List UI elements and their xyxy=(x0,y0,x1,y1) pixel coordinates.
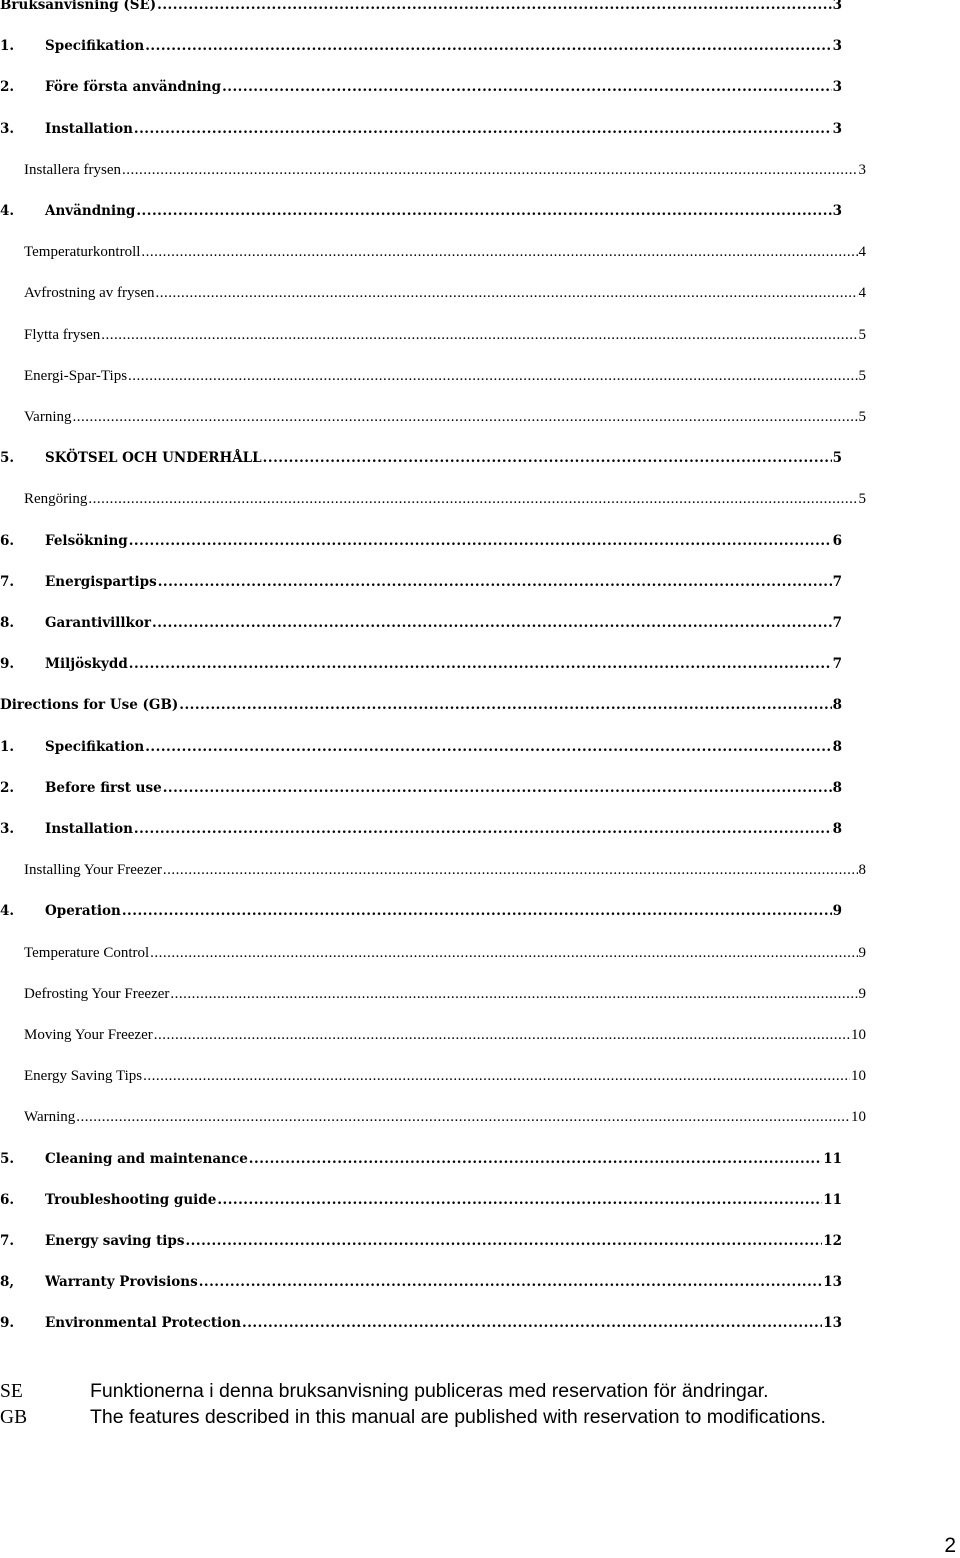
toc-entry-title: Installation xyxy=(45,120,133,137)
toc-leader-dots xyxy=(73,409,858,424)
toc-entry-title: Varning xyxy=(24,409,72,425)
toc-entry-page: 9 xyxy=(832,903,842,920)
toc-entry-page: 3 xyxy=(858,161,866,178)
toc-entry-page: 10 xyxy=(851,1027,866,1043)
toc-entry-page: 5 xyxy=(858,367,866,384)
toc-leader-dots xyxy=(76,1109,850,1124)
toc-leader-dots xyxy=(122,162,857,177)
toc-entry-page: 7 xyxy=(832,656,842,673)
toc-entry-title: Warning xyxy=(24,1109,76,1126)
toc-entry-number: 3. xyxy=(0,821,15,837)
toc-entry[interactable] xyxy=(0,38,842,60)
toc-leader-dots xyxy=(152,615,832,629)
toc-leader-dots xyxy=(122,903,832,917)
toc-entry-page: 3 xyxy=(832,0,842,13)
toc-leader-dots xyxy=(134,121,832,135)
toc-entry-title: Felsökning xyxy=(45,532,128,549)
toc-leader-dots xyxy=(163,862,858,877)
toc-entry-page: 8 xyxy=(858,862,866,879)
notice-row-gb xyxy=(0,1406,900,1432)
toc-leader-dots xyxy=(249,1151,822,1165)
toc-leader-dots xyxy=(170,986,857,1001)
toc-leader-dots xyxy=(158,574,832,588)
notice-text: The features described in this manual are published with reservation to modifications. xyxy=(90,1406,826,1428)
notice-language-code: GB xyxy=(0,1407,28,1428)
toc-entry-title: Moving Your Freezer xyxy=(24,1027,153,1043)
toc-entry-page: 12 xyxy=(823,1233,842,1249)
toc-leader-dots xyxy=(150,945,857,960)
toc-entry-page: 5 xyxy=(858,491,866,508)
toc-entry-title: Warranty Provisions xyxy=(45,1274,198,1291)
toc-entry[interactable] xyxy=(0,821,842,843)
toc-entry-number: 7. xyxy=(0,573,15,590)
toc-entry-title: Garantivillkor xyxy=(45,615,152,631)
toc-entry[interactable] xyxy=(0,203,842,225)
toc-entry[interactable] xyxy=(0,1109,866,1131)
toc-entry-page: 10 xyxy=(851,1068,866,1085)
toc-entry-title: Before first use xyxy=(45,779,162,796)
toc-entry-page: 8 xyxy=(832,738,842,755)
toc-entry-page: 6 xyxy=(832,532,842,549)
toc-entry-page: 3 xyxy=(832,79,842,96)
toc-leader-dots xyxy=(217,1192,822,1206)
toc-entry-title: Directions for Use (GB) xyxy=(0,697,179,714)
toc-entry-number: 6. xyxy=(0,532,15,549)
toc-leader-dots xyxy=(88,491,857,506)
toc-entry-page: 3 xyxy=(832,203,842,219)
toc-entry-page: 5 xyxy=(858,409,866,425)
toc-entry-title: Energy Saving Tips xyxy=(24,1068,143,1085)
toc-entry[interactable] xyxy=(0,327,866,349)
toc-entry-page: 9 xyxy=(858,985,866,1002)
toc-leader-dots xyxy=(163,780,832,794)
toc-entry[interactable] xyxy=(0,1274,842,1296)
toc-leader-dots xyxy=(101,327,857,342)
toc-entry-page: 11 xyxy=(823,1191,842,1208)
toc-entry-title: Energy saving tips xyxy=(45,1233,185,1249)
toc-entry-title: Före första användning xyxy=(45,79,222,96)
toc-entry[interactable] xyxy=(0,945,866,967)
modification-notice xyxy=(0,1380,900,1432)
toc-entry[interactable] xyxy=(0,368,866,390)
toc-entry-page: 13 xyxy=(823,1315,842,1332)
toc-leader-dots xyxy=(156,285,858,300)
toc-entry-page: 3 xyxy=(832,120,842,137)
toc-entry[interactable] xyxy=(0,285,866,307)
toc-entry-page: 11 xyxy=(823,1150,842,1167)
toc-entry-title: Specifikation xyxy=(45,738,145,755)
toc-leader-dots xyxy=(145,739,831,753)
toc-entry[interactable] xyxy=(0,0,842,19)
toc-entry-number: 3. xyxy=(0,120,15,137)
toc-leader-dots xyxy=(129,656,832,670)
toc-entry-number: 8. xyxy=(0,615,15,631)
toc-entry-title: Flytta frysen xyxy=(24,326,101,343)
page-number: 2 xyxy=(944,1534,956,1557)
toc-entry[interactable] xyxy=(0,450,842,472)
toc-entry[interactable] xyxy=(0,491,866,513)
toc-entry[interactable] xyxy=(0,780,842,802)
toc-entry-title: Environmental Protection xyxy=(45,1315,242,1332)
notice-row-se xyxy=(0,1380,900,1406)
toc-entry-page: 3 xyxy=(832,38,842,55)
toc-leader-dots xyxy=(154,1027,850,1042)
toc-entry[interactable] xyxy=(0,1192,842,1214)
toc-entry-title: Temperaturkontroll xyxy=(24,244,141,261)
toc-leader-dots xyxy=(128,368,857,383)
toc-entry-page: 4 xyxy=(858,244,866,261)
toc-leader-dots xyxy=(143,1068,850,1083)
toc-entry-page: 9 xyxy=(858,944,866,961)
toc-entry[interactable] xyxy=(0,79,842,101)
toc-entry-title: Energi-Spar-Tips xyxy=(24,367,128,384)
toc-entry-page: 5 xyxy=(858,326,866,343)
toc-entry[interactable] xyxy=(0,862,866,884)
toc-entry-title: Installera frysen xyxy=(24,161,122,178)
toc-entry-page: 4 xyxy=(858,285,866,302)
toc-leader-dots xyxy=(242,1315,822,1329)
toc-entry-title: Specifikation xyxy=(45,38,145,55)
toc-entry[interactable] xyxy=(0,739,842,761)
notice-text: Funktionerna i denna bruksanvisning publiceras med reservation för ändringar. xyxy=(90,1380,769,1402)
toc-entry[interactable] xyxy=(0,615,842,637)
toc-entry-number: 7. xyxy=(0,1233,15,1249)
toc-leader-dots xyxy=(134,821,832,835)
toc-entry[interactable] xyxy=(0,162,866,184)
notice-language-code: SE xyxy=(0,1381,23,1402)
toc-entry-page: 5 xyxy=(832,450,842,467)
toc-entry-title: Miljöskydd xyxy=(45,656,128,673)
toc-entry-number: 4. xyxy=(0,203,15,219)
toc-leader-dots xyxy=(199,1274,823,1288)
toc-entry-number: 9. xyxy=(0,1315,15,1332)
toc-entry[interactable] xyxy=(0,903,842,925)
toc-entry-title: Installing Your Freezer xyxy=(24,862,162,879)
toc-entry-title: Cleaning and maintenance xyxy=(45,1150,248,1167)
toc-entry[interactable] xyxy=(0,1068,866,1090)
toc-entry-title: Energispartips xyxy=(45,573,157,590)
toc-leader-dots xyxy=(129,533,832,547)
toc-entry-number: 1. xyxy=(0,738,15,755)
toc-entry-page: 7 xyxy=(832,615,842,631)
toc-entry[interactable] xyxy=(0,1151,842,1173)
toc-entry-number: 1. xyxy=(0,38,15,55)
toc-leader-dots xyxy=(185,1233,822,1247)
toc-entry-number: 2. xyxy=(0,79,15,96)
toc-entry-title: Rengöring xyxy=(24,491,88,508)
toc-entry-title: Installation xyxy=(45,821,133,837)
toc-entry-title: Användning xyxy=(45,203,136,219)
toc-entry[interactable] xyxy=(0,1027,866,1049)
toc-entry[interactable] xyxy=(0,121,842,143)
toc-entry-page: 8 xyxy=(832,821,842,837)
toc-entry-number: 5. xyxy=(0,1150,15,1167)
toc-entry-title: Troubleshooting guide xyxy=(45,1191,217,1208)
toc-entry-page: 8 xyxy=(832,697,842,714)
toc-entry-number: 2. xyxy=(0,779,15,796)
toc-entry-page: 8 xyxy=(832,779,842,796)
toc-entry[interactable] xyxy=(0,244,866,266)
toc-entry-number: 8, xyxy=(0,1274,15,1291)
toc-entry[interactable] xyxy=(0,1233,842,1255)
toc-leader-dots xyxy=(179,697,831,711)
toc-entry-title: Defrosting Your Freezer xyxy=(24,985,170,1002)
toc-entry-page: 7 xyxy=(832,573,842,590)
toc-entry-page: 13 xyxy=(823,1274,842,1291)
toc-entry-title: Avfrostning av frysen xyxy=(24,285,155,302)
toc-entry-title: Operation xyxy=(45,903,121,920)
toc-entry[interactable] xyxy=(0,986,866,1008)
toc-entry-page: 10 xyxy=(851,1109,866,1126)
toc-entry-number: 4. xyxy=(0,903,15,920)
toc-entry[interactable] xyxy=(0,656,842,678)
toc-leader-dots xyxy=(263,450,832,464)
toc-entry[interactable] xyxy=(0,533,842,555)
toc-entry[interactable] xyxy=(0,409,866,431)
toc-leader-dots xyxy=(141,244,857,259)
toc-entry[interactable] xyxy=(0,574,842,596)
toc-leader-dots xyxy=(145,38,831,52)
toc-entry-number: 5. xyxy=(0,450,15,467)
toc-leader-dots xyxy=(157,0,831,11)
toc-entry[interactable] xyxy=(0,697,842,719)
toc-leader-dots xyxy=(136,203,831,217)
toc-entry-title: Bruksanvisning (SE) xyxy=(0,0,157,13)
toc-entry-number: 6. xyxy=(0,1191,15,1208)
toc-entry-title: Temperature Control xyxy=(24,944,150,961)
toc-entry[interactable] xyxy=(0,1315,842,1337)
toc-entry-title: SKÖTSEL OCH UNDERHÅLL xyxy=(45,450,262,467)
toc-entry-number: 9. xyxy=(0,656,15,673)
toc-leader-dots xyxy=(222,79,832,93)
